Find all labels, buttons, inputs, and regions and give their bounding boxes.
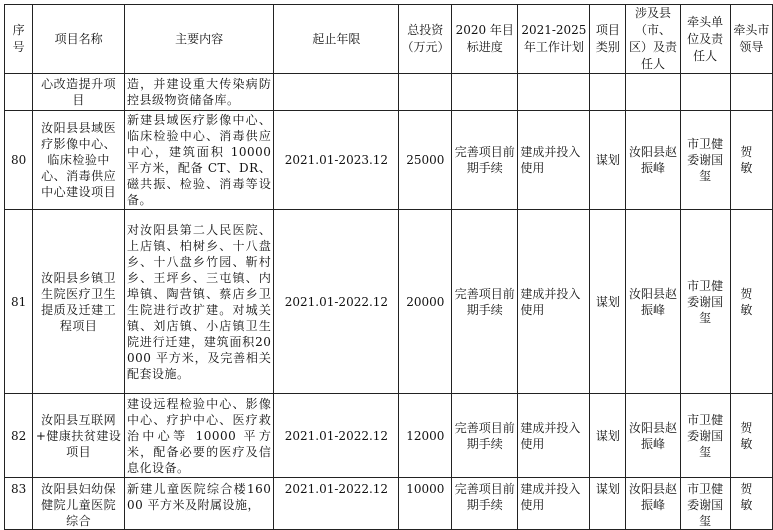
header-county: 涉及县（市、区）及责任人	[626, 5, 680, 74]
header-period: 起止年限	[274, 5, 399, 74]
cell-name: 汝阳县互联网+健康扶贫建设项目	[33, 394, 125, 478]
cell-lead-unit	[680, 74, 730, 111]
cell-plan	[518, 74, 590, 111]
header-target-2020: 2020 年目标进度	[452, 5, 518, 74]
cell-investment: 10000	[399, 478, 452, 530]
cell-plan: 建成并投入使用	[518, 478, 590, 530]
header-plan-2021-2025: 2021-2025 年工作计划	[518, 5, 590, 74]
cell-content: 造，并建设重大传染病防控县级物资储备库。	[124, 74, 273, 111]
cell-target-2020	[452, 74, 518, 111]
cell-period: 2021.01-2022.12	[274, 394, 399, 478]
cell-lead-unit: 市卫健委谢国玺	[680, 210, 730, 394]
header-lead-unit: 牵头单位及责任人	[680, 5, 730, 74]
cell-investment	[399, 74, 452, 111]
header-leader: 牵头市领导	[730, 5, 772, 74]
cell-name: 汝阳县乡镇卫生院医疗卫生提质及迁建工程项目	[33, 210, 125, 394]
cell-seq	[5, 74, 33, 111]
cell-plan: 建成并投入使用	[518, 111, 590, 210]
cell-category: 谋划	[590, 210, 626, 394]
table-row-continued	[5, 74, 773, 111]
cell-county: 汝阳县赵振峰	[626, 210, 680, 394]
cell-plan: 建成并投入使用	[518, 210, 590, 394]
cell-period: 2021.01-2023.12	[274, 111, 399, 210]
project-table	[4, 4, 773, 530]
cell-content: 对汝阳县第二人民医院、上店镇、柏树乡、十八盘乡、十八盘乡竹园、靳村乡、王坪乡、三屯镇、内埠镇、陶营镇、蔡店乡卫生院进行改扩建。对城关镇、刘店镇、小店镇卫生院进行迁建，建筑面积20000 平方米，及完善相关配套设施。	[124, 210, 273, 394]
header-name: 项目名称	[33, 5, 125, 74]
cell-category	[590, 74, 626, 111]
cell-name: 汝阳县县域医疗影像中心、临床检验中心、消毒供应中心建设项目	[33, 111, 125, 210]
cell-plan: 建成并投入使用	[518, 394, 590, 478]
cell-category: 谋划	[590, 111, 626, 210]
cell-seq: 83	[5, 478, 33, 530]
cell-lead-unit: 市卫健委谢国玺	[680, 394, 730, 478]
cell-period	[274, 74, 399, 111]
cell-leader: 贺 敏	[730, 111, 772, 210]
cell-target-2020: 完善项目前期手续	[452, 394, 518, 478]
cell-content: 建设远程检验中心、影像中心、疗护中心、医疗救治中心等 10000 平方米，配备必要的医疗及信息化设备。	[124, 394, 273, 478]
cell-lead-unit: 市卫健委谢国玺	[680, 478, 730, 530]
cell-seq: 80	[5, 111, 33, 210]
table-row	[5, 210, 773, 394]
cell-seq: 82	[5, 394, 33, 478]
cell-target-2020: 完善项目前期手续	[452, 210, 518, 394]
cell-lead-unit: 市卫健委谢国玺	[680, 111, 730, 210]
cell-leader: 贺 敏	[730, 394, 772, 478]
cell-name: 汝阳县妇幼保健院儿童医院综合	[33, 478, 125, 530]
cell-category: 谋划	[590, 394, 626, 478]
header-investment: 总投资（万元）	[399, 5, 452, 74]
table-row	[5, 394, 773, 478]
cell-name: 心改造提升项目	[33, 74, 125, 111]
header-category: 项目类别	[590, 5, 626, 74]
cell-content: 新建县域医疗影像中心、临床检验中心、消毒供应中心，建筑面积 10000 平方米，配备 CT、DR、磁共振、检验、消毒等设备。	[124, 111, 273, 210]
cell-investment: 25000	[399, 111, 452, 210]
cell-county: 汝阳县赵振峰	[626, 394, 680, 478]
cell-target-2020: 完善项目前期手续	[452, 111, 518, 210]
cell-period: 2021.01-2022.12	[274, 478, 399, 530]
cell-leader: 贺 敏	[730, 210, 772, 394]
cell-investment: 20000	[399, 210, 452, 394]
cell-county: 汝阳县赵振峰	[626, 111, 680, 210]
cell-category: 谋划	[590, 478, 626, 530]
cell-period: 2021.01-2022.12	[274, 210, 399, 394]
cell-seq: 81	[5, 210, 33, 394]
header-row	[5, 5, 773, 74]
cell-county: 汝阳县赵振峰	[626, 478, 680, 530]
header-seq: 序号	[5, 5, 33, 74]
cell-leader: 贺 敏	[730, 478, 772, 530]
cell-target-2020: 完善项目前期手续	[452, 478, 518, 530]
table-row	[5, 478, 773, 530]
header-content: 主要内容	[124, 5, 273, 74]
cell-leader	[730, 74, 772, 111]
cell-county	[626, 74, 680, 111]
cell-content: 新建儿童医院综合楼16000 平方米及附属设施，	[124, 478, 273, 530]
table-row	[5, 111, 773, 210]
cell-investment: 12000	[399, 394, 452, 478]
